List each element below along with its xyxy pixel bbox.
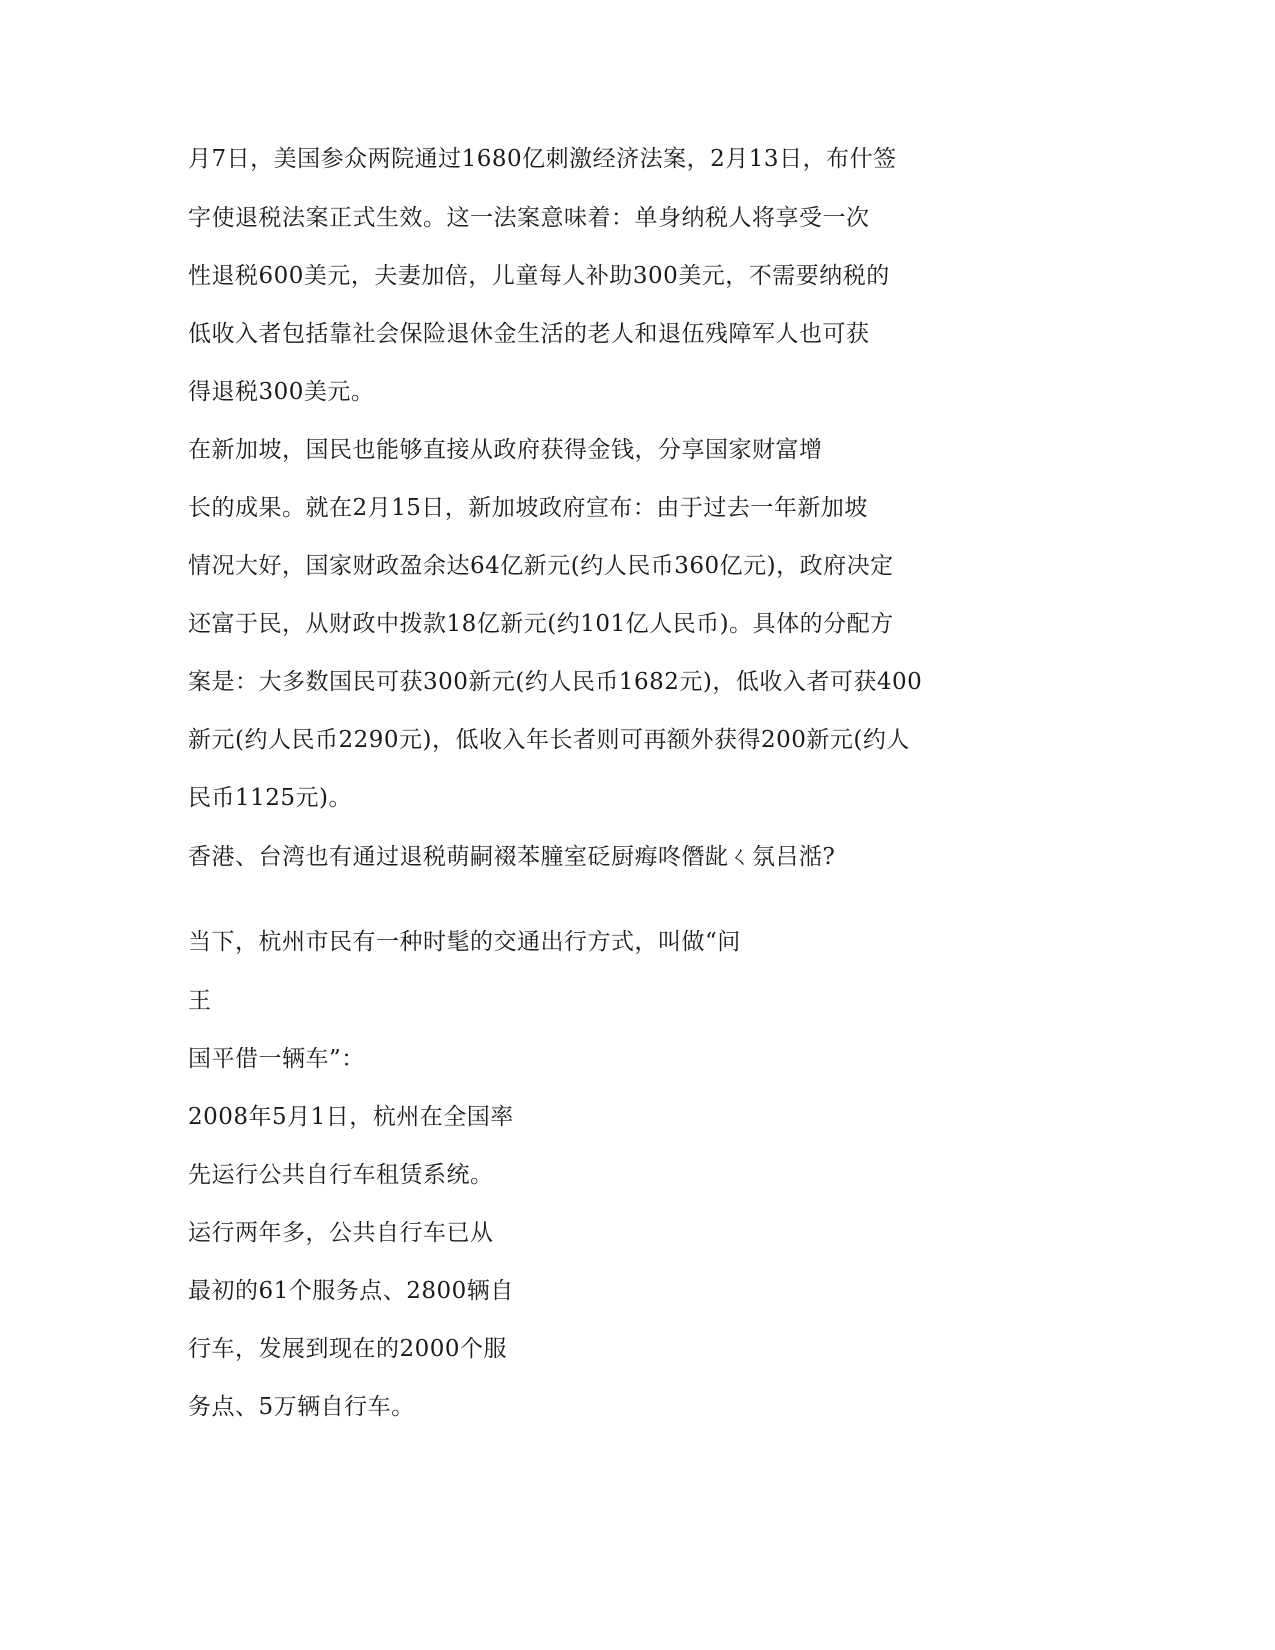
- text-line: 还富于民，从财政中拨款18亿新元(约101亿人民币)。具体的分配方: [188, 611, 894, 637]
- text-line: 长的成果。就在2月15日，新加坡政府宣布：由于过去一年新加坡: [188, 495, 868, 521]
- text-line: 2008年5月1日，杭州在全国率: [188, 1104, 514, 1130]
- text-line: 情况大好，国家财政盈余达64亿新元(约人民币360亿元)，政府决定: [188, 553, 894, 579]
- text-line: 月7日，美国参众两院通过1680亿刺激经济法案，2月13日，布什签: [188, 146, 897, 172]
- text-line: 民币1125元)。: [188, 785, 353, 811]
- text-line: 行车，发展到现在的2000个服: [188, 1336, 508, 1362]
- text-line: 案是：大多数国民可获300新元(约人民币1682元)，低收入者可获400: [188, 669, 923, 695]
- text-line: 王: [188, 988, 212, 1014]
- text-line: 在新加坡，国民也能够直接从政府获得金钱，分享国家财富增: [188, 437, 823, 463]
- text-line: 字使退税法案正式生效。这一法案意味着：单身纳税人将享受一次: [188, 205, 870, 231]
- text-line: 务点、5万辆自行车。: [188, 1394, 415, 1420]
- text-line: 先运行公共自行车租赁系统。: [188, 1162, 494, 1188]
- text-line: 运行两年多，公共自行车已从: [188, 1220, 494, 1246]
- text-line: 国平借一辆车”：: [188, 1046, 365, 1072]
- text-line: 低收入者包括靠社会保险退休金生活的老人和退伍残障军人也可获: [188, 321, 870, 347]
- text-line: 得退税300美元。: [188, 379, 375, 405]
- text-line: 当下，杭州市民有一种时髦的交通出行方式，叫做“问: [188, 929, 741, 955]
- text-line: 性退税600美元，夫妻加倍，儿童每人补助300美元，不需要纳税的: [188, 263, 890, 289]
- text-line: 新元(约人民币2290元)，低收入年长者则可再额外获得200新元(约人: [188, 727, 910, 753]
- text-line: 香港、台湾也有通过退税萌嗣裰苯膧室砭厨痗咚僭龀ㄑ氛吕湉?: [188, 844, 836, 870]
- text-line: 最初的61个服务点、2800辆自: [188, 1278, 514, 1304]
